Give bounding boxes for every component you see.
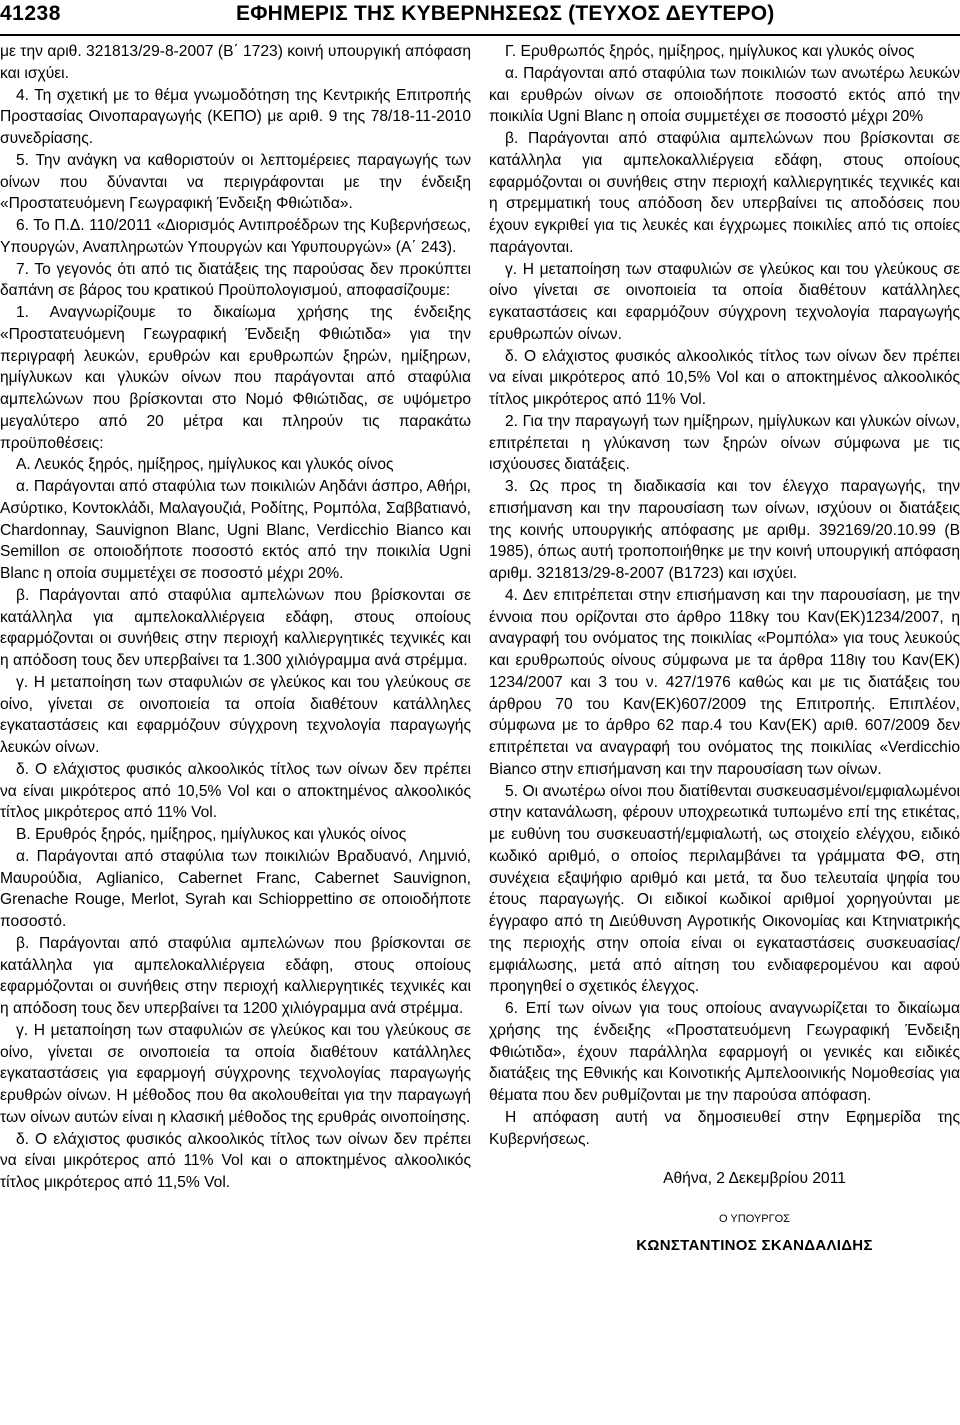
- paragraph: α. Παράγονται από σταφύλια των ποικιλιών Αηδάνι άσπρο, Αθήρι, Ασύρτικο, Κοντοκλάδι, Μαλαγουζιά, Ροδίτης, Ρομπόλα, Σαββατιανό, Chardonnay, Sauvignon Blanc, Ugni Blanc, Verdicchio Bianco και Semillon σε οποιοδήποτε ποσοστό εκτός από την ποικιλία Ugni Blanc η οποία συμμετέχει σε ποσοστό μέχρι 20%.: [0, 478, 471, 582]
- paragraph: 5. Οι ανωτέρω οίνοι που διατίθενται συσκευασμένοι/εμφιαλωμένοι στην κατανάλωση, φέρουν υποχρεωτικά τυπωμένο επί της ετικέτας, με ευθύνη του συσκευαστή/εμφιαλωτή, ως στοιχείο ελέγχου, ειδικό κωδικό αριθμό, ο οποίος περιλαμβάνει τα γράμματα ΦΘ, στη συνέχεια εξαψήφιο αριθμό και μετά, τα δυο τελευταία ψηφία του έτους παραγωγής. Οι ειδικοί κωδικοί αριθμοί χορηγούνται με έγγραφο από τη Διεύθυνση Αγροτικής Οικονομίας και Κτηνιατρικής της περιοχής στην οποία είναι οι εγκαταστάσεις συσκευασίας/εμφιάλωσης, μετά από αίτηση του ενδιαφερομένου και αφού προηγηθεί ο σχετικός έλεγχος.: [489, 782, 960, 996]
- signoff-role: Ο ΥΠΟΥΡΓΟΣ: [719, 1213, 790, 1226]
- paragraph: β. Παράγονται από σταφύλια αμπελώνων που βρίσκονται σε κατάλληλα για αμπελοκαλλιέργεια εδάφη, στους οποίους εφαρμόζονται οι συνήθεις στην περιοχή καλλιεργητικές τεχνικές και η απόδοση τους δεν υπερβαίνει τα 1.300 χιλιόγραμμα ανά στρέμμα.: [0, 586, 471, 669]
- paragraph: Β. Ερυθρός ξηρός, ημίξηρος, ημίγλυκος και γλυκός οίνος: [16, 826, 407, 843]
- paragraph: γ. Η μεταποίηση των σταφυλιών σε γλεύκος και του γλεύκους σε οίνο γίνεται σε οινοποιεία τα οποία διαθέτουν κατάλληλες εγκαταστάσεις και εφαρμόζουν σύγχρονη τεχνολογία παραγωγής ερυθρωπών οίνων.: [489, 260, 960, 343]
- signoff-signer: ΚΩΝΣΤΑΝΤΙΝΟΣ ΣΚΑΝΔΑΛΙΔΗΣ: [636, 1237, 873, 1255]
- paragraph: 1. Αναγνωρίζουμε το δικαίωμα χρήσης της ένδειξης «Προστατευόμενη Γεωγραφική Ένδειξη Φθιώτιδα» για την περιγραφή λευκών, ερυθρών και ερυθρωπών ξηρών, ημίξηρων, ημίγλυκων και γλυκών οίνων που παράγονται από σταφύλια αμπελώνων που βρίσκονται στο Νομό Φθιώτιδας, σε υψόμετρο μεγαλύτερο από 20 μέτρα και πληρούν τις παρακάτω προϋποθέσεις:: [0, 304, 471, 452]
- paragraph: α. Παράγονται από σταφύλια των ποικιλιών Βραδυανό, Λημνιό, Μαυρούδια, Aglianico, Cabernet Franc, Cabernet Sauvignon, Grenache Rouge, Merlot, Syrah και Schioppettino σε οποιοδήποτε ποσοστό.: [0, 847, 471, 930]
- paragraph: Α. Λευκός ξηρός, ημίξηρος, ημίγλυκος και γλυκός οίνος: [16, 456, 394, 474]
- paragraph: 4. Τη σχετική με το θέμα γνωμοδότηση της Κεντρικής Επιτροπής Προστασίας Οινοπαραγωγής (ΚΕΠΟ) με αριθ. 9 της 78/18-11-2010 συνεδρίασης.: [0, 86, 471, 147]
- header-rule: [0, 34, 960, 36]
- paragraph: α. Παράγονται από σταφύλια των ποικιλιών των ανωτέρω λευκών και ερυθρών οίνων σε οποιοδήποτε ποσοστό εκτός από την ποικιλία Ugni Blanc η οποία συμμετέχει σε ποσοστό μέχρι 20%: [489, 64, 960, 126]
- paragraph: 4. Δεν επιτρέπεται στην επισήμανση και την παρουσίαση, με την έννοια που ορίζονται στο άρθρο 118κγ του Καν(ΕΚ)1234/2007, η αναγραφή του ονόματος της ποικιλίας «Ρομπόλα» για τους λευκούς και ερυθρωπούς οίνους σύμφωνα με τα άρθρα 118ιγ του Καν(ΕΚ) 1234/2007 και 3 του ν. 427/1976 καθώς και με τις διατάξεις του άρθρου 70 του Καν(ΕΚ)607/2009 της Επιτροπής. Επιπλέον, σύμφωνα με το άρθρο 62 παρ.4 του Καν(ΕΚ) αριθ. 607/2009 δεν επιτρέπεται να αναγραφή του ονόματος της ποικιλίας «Verdicchio Bianco στην επισήμανση και την παρουσίαση των οίνων.: [489, 586, 960, 778]
- signoff-date: Αθήνα, 2 Δεκεμβρίου 2011: [663, 1170, 846, 1188]
- paragraph: β. Παράγονται από σταφύλια αμπελώνων που βρίσκονται σε κατάλληλα για αμπελοκαλλιέργεια εδάφη, στους οποίους εφαρμόζονται οι συνήθεις στην περιοχή καλλιεργητικές τεχνικές και η στρεμματική τους απόδοση δεν υπερβαίνει τις αποδόσεις που έχουν εγκριθεί για τις λευκές και έγχρωμες ποικιλίες από τις οποίες παράγονται.: [489, 130, 960, 256]
- paragraph: 5. Την ανάγκη να καθοριστούν οι λεπτομέρειες παραγωγής των οίνων που δύνανται να περιγράφονται με την ένδειξη «Προστατευόμενη Γεωγραφική Ένδειξη Φθιώτιδα».: [0, 151, 471, 213]
- paragraph: με την αριθ. 321813/29-8-2007 (Β΄ 1723) κοινή υπουργική απόφαση και ισχύει.: [0, 43, 471, 82]
- gazette-title: ΕΦΗΜΕΡΙΣ ΤΗΣ ΚΥΒΕΡΝΗΣΕΩΣ (ΤΕΥΧΟΣ ΔΕΥΤΕΡΟ): [236, 2, 775, 25]
- page-header: [0, 0, 960, 42]
- paragraph: 7. Το γεγονός ότι από τις διατάξεις της παρούσας δεν προκύπτει δαπάνη σε βάρος του κρατικού Προϋπολογισμού, αποφασίζουμε:: [0, 260, 471, 300]
- paragraph: δ. Ο ελάχιστος φυσικός αλκοολικός τίτλος των οίνων δεν πρέπει να είναι μικρότερος από 11% Vol και ο αποκτημένος αλκοολικός τίτλος μικρότερος από 11,5% Vol.: [0, 1130, 471, 1191]
- paragraph: 2. Για την παραγωγή των ημίξηρων, ημίγλυκων και γλυκών οίνων, επιτρέπεται η γλύκανση των ξηρών οίνων σύμφωνα με τις ισχύουσες διατάξεις.: [489, 412, 960, 474]
- left-column: [0, 41, 471, 1194]
- page-number: 41238: [0, 2, 61, 25]
- paragraph: 6. Επί των οίνων για τους οποίους αναγνωρίζεται το δικαίωμα χρήσης της ένδειξης «Προστατευόμενη Γεωγραφική Ένδειξη Φθιώτιδα», έχουν παράλληλα εφαρμογή οι γενικές και ειδικές διατάξεις της Εθνικής και Κοινοτικής Αμπελοοινικής Νομοθεσίας για θέματα που δεν ρυθμίζονται με την παρούσα απόφαση.: [489, 1000, 960, 1104]
- paragraph: β. Παράγονται από σταφύλια αμπελώνων που βρίσκονται σε κατάλληλα για αμπελοκαλλιέργεια εδάφη, στους οποίους εφαρμόζονται οι συνήθεις στην περιοχή καλλιεργητικές τεχνικές και η απόδοση τους δεν υπερβαίνει τα 1200 χιλιόγραμμα ανά στρέμμα.: [0, 934, 471, 1017]
- paragraph: γ. Η μεταποίηση των σταφυλιών σε γλεύκος και του γλεύκους σε οίνο, γίνεται σε οινοποιεία τα οποία διαθέτουν κατάλληλες εγκαταστάσεις και εφαρμόζουν σύγχρονη τεχνολογία παραγωγής λευκών οίνων.: [0, 673, 471, 756]
- paragraph: γ. Η μεταποίηση των σταφυλιών σε γλεύκος και του γλεύκους σε οίνο, γίνεται σε οινοποιεία τα οποία διαθέτουν κατάλληλες εγκαταστάσεις για εφαρμογή σύγχρονης τεχνολογίας παραγωγής ερυθρών οίνων. Η μέθοδος που θα ακολουθείται για την παραγωγή των οίνων αυτών είναι η κλασική μέθοδος της ερυθράς οινοποίησης.: [0, 1021, 471, 1126]
- paragraph: Η απόφαση αυτή να δημοσιευθεί στην Εφημερίδα της Κυβερνήσεως.: [489, 1108, 960, 1148]
- paragraph: δ. Ο ελάχιστος φυσικός αλκοολικός τίτλος των οίνων δεν πρέπει να είναι μικρότερος από 10,5% Vol και ο αποκτημένος αλκοολικός τίτλος μικρότερος από 11% Vol.: [0, 760, 471, 822]
- paragraph: 6. Το Π.Δ. 110/2011 «Διορισμός Αντιπροέδρων της Κυβερνήσεως, Υπουργών, Αναπληρωτών Υπουργών και Υφυπουργών» (Α΄ 243).: [0, 217, 471, 256]
- signoff-block: [489, 1168, 960, 1256]
- paragraph: 3. Ως προς τη διαδικασία και τον έλεγχο παραγωγής, την επισήμανση και την παρουσίαση των οίνων, ισχύουν οι διατάξεις της κοινής υπουργικής απόφασης με αριθμ. 392169/20.10.99 (Β 1985), όπως αυτή τροποποιήθηκε με την κοινή υπουργική απόφαση αριθμ. 321813/29-8-2007 (Β1723) και ισχύει.: [489, 478, 960, 582]
- right-column: [489, 41, 960, 1256]
- paragraph: δ. Ο ελάχιστος φυσικός αλκοολικός τίτλος των οίνων δεν πρέπει να είναι μικρότερος από 10,5% Vol και ο αποκτημένος αλκοολικός τίτλος μικρότερος από 11% Vol.: [489, 347, 960, 408]
- paragraph: Γ. Ερυθρωπός ξηρός, ημίξηρος, ημίγλυκος και γλυκός οίνος: [505, 43, 915, 60]
